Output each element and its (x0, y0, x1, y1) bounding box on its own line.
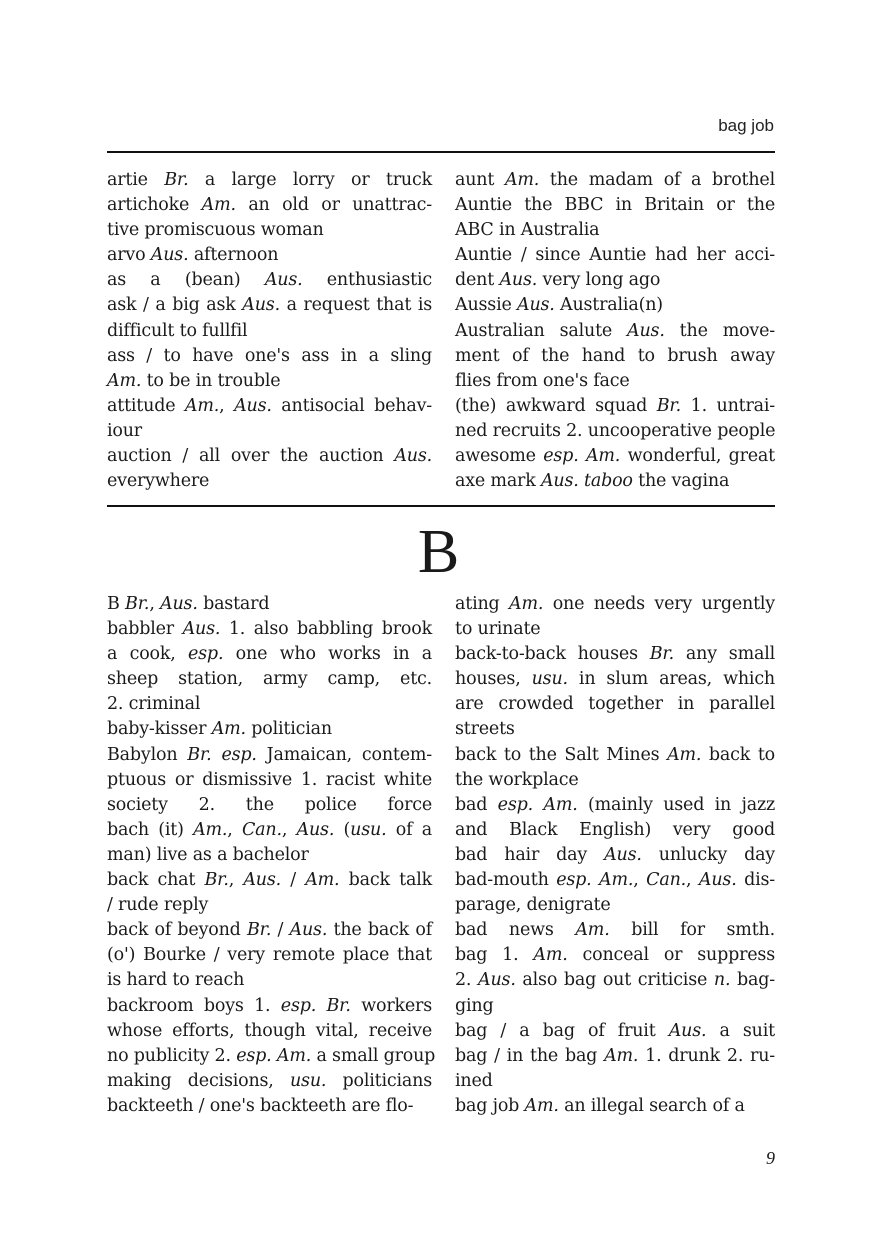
entry-line: bach (it) Am., Can., Aus. (usu. of a (107, 819, 432, 840)
entry-line: to urinate (455, 619, 541, 640)
entry-line: difficult to fullfil (107, 320, 248, 341)
entry-line: a cook, esp. one who works in a (107, 644, 433, 665)
entry-line: axe mark Aus. taboo the vagina (455, 471, 730, 492)
entry-line: no publicity 2. esp. Am. a small group (107, 1045, 436, 1066)
entry-line: dent Aus. very long ago (455, 270, 661, 291)
entry-line: streets (455, 719, 515, 740)
entry-line: bag / a bag of fruit Aus. a suit (455, 1020, 775, 1041)
entry-line: 2. Aus. also bag out criticise n. bag- (455, 970, 775, 991)
entry-line: Babylon Br. esp. Jamaican, contem- (107, 744, 432, 765)
entry-line: ating Am. one needs very urgently (455, 594, 775, 614)
entry-line: the workplace (455, 769, 579, 790)
entry-line: (the) awkward squad Br. 1. untrai- (455, 395, 775, 416)
entry-line: bad news Am. bill for smth. (455, 920, 775, 941)
entry-line: auction / all over the auction Aus. (107, 446, 432, 467)
entry-line: B Br., Aus. bastard (107, 594, 270, 614)
entry-line: sheep station, army camp, etc. (107, 669, 432, 690)
section-rule (107, 505, 775, 507)
entry-line: ptuous or dismissive 1. racist white (107, 769, 432, 790)
entry-line: houses, usu. in slum areas, which (455, 669, 775, 690)
entry-line: backteeth / one's backteeth are flo- (107, 1095, 414, 1116)
entry-line: society 2. the police force (107, 794, 432, 815)
bottom-left-column (107, 592, 436, 1119)
entry-line: whose efforts, though vital, receive (107, 1020, 432, 1041)
entry-line: everywhere (107, 471, 210, 492)
entry-line: making decisions, usu. politicians (107, 1070, 432, 1091)
entry-line: artie Br. a large lorry or truck (107, 170, 432, 190)
entry-line: iour (107, 420, 142, 441)
entry-line: Am. to be in trouble (107, 370, 281, 391)
entry-line: and Black English) very good (455, 819, 775, 840)
running-head: bag job (718, 116, 774, 135)
entry-line: Australian salute Aus. the move- (455, 320, 775, 341)
entry-line: bad hair day Aus. unlucky day (455, 844, 775, 865)
entry-line: back chat Br., Aus. / Am. back talk (107, 870, 432, 891)
top-rule (107, 151, 775, 153)
entry-line: back of beyond Br. / Aus. the back of (107, 920, 432, 941)
entry-line: ned recruits 2. uncooperative people (455, 420, 776, 441)
page-number: 9 (766, 1148, 775, 1168)
entry-line: backroom boys 1. esp. Br. workers (107, 995, 432, 1016)
section-letter: B (417, 518, 460, 586)
entry-line: Aussie Aus. Australia(n) (455, 295, 663, 316)
entry-line: ass / to have one's ass in a sling (107, 345, 432, 366)
entry-line: 2. criminal (107, 694, 201, 715)
entry-line: ging (455, 995, 494, 1016)
bottom-right-column (455, 592, 775, 1119)
entry-line: ined (455, 1070, 493, 1091)
entry-line: Auntie / since Auntie had her acci- (455, 245, 775, 266)
top-left-column (107, 168, 432, 494)
entry-line: parage, denigrate (455, 895, 611, 916)
entry-line: flies from one's face (455, 370, 630, 391)
entry-line: aunt Am. the madam of a brothel (455, 170, 775, 190)
entry-line: bag job Am. an illegal search of a (455, 1095, 745, 1116)
entry-line: bag 1. Am. conceal or suppress (455, 945, 775, 966)
entry-line: / rude reply (107, 895, 209, 916)
entry-line: arvo Aus. afternoon (107, 245, 279, 266)
entry-line: is hard to reach (107, 970, 245, 991)
entry-line: back to the Salt Mines Am. back to (455, 744, 775, 765)
entry-line: are crowded together in parallel (455, 694, 775, 715)
entry-line: attitude Am., Aus. antisocial behav- (107, 395, 432, 416)
entry-line: bad esp. Am. (mainly used in jazz (455, 794, 775, 815)
entry-line: baby-kisser Am. politician (107, 719, 332, 740)
entry-line: Auntie the BBC in Britain or the (455, 195, 775, 216)
top-right-column (455, 168, 775, 494)
entry-line: (o') Bourke / very remote place that (107, 945, 432, 966)
entry-line: ABC in Australia (455, 220, 600, 241)
entry-line: awesome esp. Am. wonderful, great (455, 446, 775, 467)
entry-line: man) live as a bachelor (107, 844, 309, 865)
entry-line: bag / in the bag Am. 1. drunk 2. ru- (455, 1045, 776, 1066)
entry-line: ask / a big ask Aus. a request that is (107, 295, 432, 316)
entry-line: bad-mouth esp. Am., Can., Aus. dis- (455, 870, 775, 891)
entry-line: back-to-back houses Br. any small (455, 644, 775, 665)
entry-line: artichoke Am. an old or unattrac- (107, 195, 432, 216)
entry-line: as a (bean) Aus. enthusiastic (107, 270, 432, 291)
entry-line: ment of the hand to brush away (455, 345, 775, 366)
entry-line: tive promiscuous woman (107, 220, 324, 241)
entry-line: babbler Aus. 1. also babbling brook (107, 619, 432, 640)
